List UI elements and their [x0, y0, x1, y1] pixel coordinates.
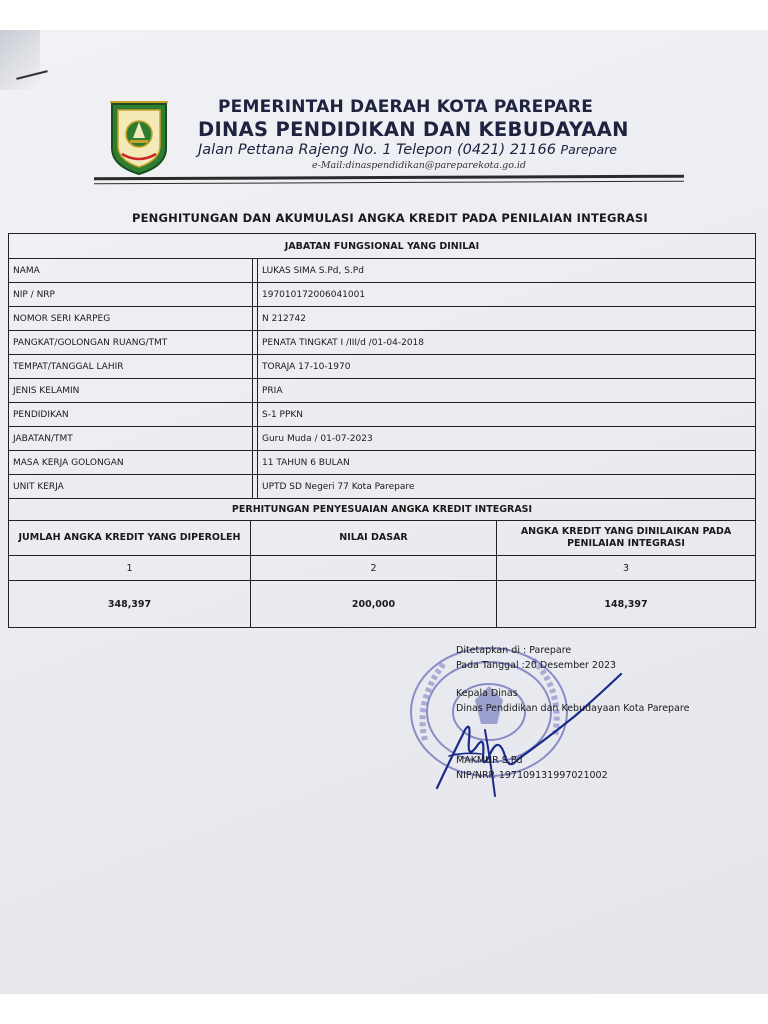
- section-heading-calculation: PERHITUNGAN PENYESUAIAN ANGKA KREDIT INTEGRASI: [8, 499, 756, 521]
- calc-column-number: 2: [251, 556, 497, 580]
- form-row-ttl: [8, 355, 756, 379]
- signature-place: Ditetapkan di : Parepare: [456, 645, 572, 656]
- form-row-karpeg: [8, 307, 756, 331]
- department-name: DINAS PENDIDIKAN DAN KEBUDAYAAN: [198, 118, 629, 141]
- field-value: PENATA TINGKAT I /III/d /01-04-2018: [262, 337, 424, 348]
- field-value: 11 TAHUN 6 BULAN: [262, 457, 350, 468]
- field-value: TORAJA 17-10-1970: [262, 361, 351, 372]
- form-row-pendidikan: [8, 403, 756, 427]
- spacer: [456, 673, 689, 686]
- form-row-nama: [8, 259, 756, 283]
- calc-column-number: 3: [622, 562, 630, 574]
- field-label: PENDIDIKAN: [9, 403, 253, 426]
- field-label: NIP / NRP: [9, 283, 253, 306]
- signer-name: MAKMUR S.Pd: [456, 755, 523, 766]
- form-row-jabatan: [8, 427, 756, 451]
- signer-nip: NIP/NRP. 197109131997021002: [456, 770, 608, 781]
- form-row-nip: [8, 283, 756, 307]
- calc-column-header: NILAI DASAR: [251, 521, 497, 555]
- field-label: NOMOR SERI KARPEG: [9, 307, 253, 330]
- city-emblem-logo: [108, 98, 170, 176]
- calc-header-row: [8, 521, 756, 556]
- calc-column-number: 1: [9, 556, 251, 580]
- field-label: UNIT KERJA: [9, 475, 253, 498]
- folded-corner: [0, 30, 40, 90]
- calc-value: 200,000: [251, 581, 497, 627]
- field-label: PANGKAT/GOLONGAN RUANG/TMT: [9, 331, 253, 354]
- form-row-jenis-kelamin: [8, 379, 756, 403]
- field-value: 197010172006041001: [262, 289, 366, 300]
- department-email: e-Mail:dinaspendidikan@pareparekota.go.id: [312, 160, 526, 171]
- calc-value-row: [8, 581, 756, 628]
- field-value: LUKAS SIMA S.Pd, S.Pd: [262, 265, 364, 276]
- field-label: MASA KERJA GOLONGAN: [9, 451, 253, 474]
- address-text: Jalan Pettana Rajeng No. 1 Telepon (0421) 21166: [198, 142, 556, 158]
- department-address: [198, 142, 617, 158]
- document-title: PENGHITUNGAN DAN AKUMULASI ANGKA KREDIT PADA PENILAIAN INTEGRASI: [132, 211, 648, 225]
- field-label: JENIS KELAMIN: [9, 379, 253, 402]
- field-label: TEMPAT/TANGGAL LAHIR: [9, 355, 253, 378]
- calc-column-header: ANGKA KREDIT YANG DINILAIKAN PADA PENILAIAN INTEGRASI: [520, 526, 732, 549]
- government-name: PEMERINTAH DAERAH KOTA PAREPARE: [218, 97, 594, 117]
- signer-department: Dinas Pendidikan dan Kebudayaan Kota Parepare: [456, 703, 690, 714]
- calc-number-row: [8, 556, 756, 581]
- address-city: Parepare: [560, 142, 617, 157]
- field-value: Guru Muda / 01-07-2023: [262, 433, 373, 444]
- field-value: UPTD SD Negeri 77 Kota Parepare: [262, 481, 415, 492]
- signature-date: Pada Tanggal :20 Desember 2023: [456, 660, 617, 671]
- field-value: PRIA: [262, 385, 283, 396]
- section-heading-position: JABATAN FUNGSIONAL YANG DINILAI: [8, 233, 756, 259]
- field-label: JABATAN/TMT: [9, 427, 253, 450]
- field-value: N 212742: [262, 313, 306, 324]
- calc-column-header: JUMLAH ANGKA KREDIT YANG DIPEROLEH: [9, 521, 251, 555]
- signer-title: Kepala Dinas: [456, 688, 518, 699]
- spacer: [456, 716, 689, 753]
- calc-value: 148,397: [604, 598, 648, 610]
- form-row-pangkat: [8, 331, 756, 355]
- signature-block: [456, 643, 689, 783]
- field-label: NAMA: [9, 259, 253, 282]
- calc-value: 348,397: [9, 581, 251, 627]
- credit-form: [8, 233, 756, 628]
- field-value: S-1 PPKN: [262, 409, 304, 420]
- form-row-masa-kerja: [8, 451, 756, 475]
- form-row-unit-kerja: [8, 475, 756, 499]
